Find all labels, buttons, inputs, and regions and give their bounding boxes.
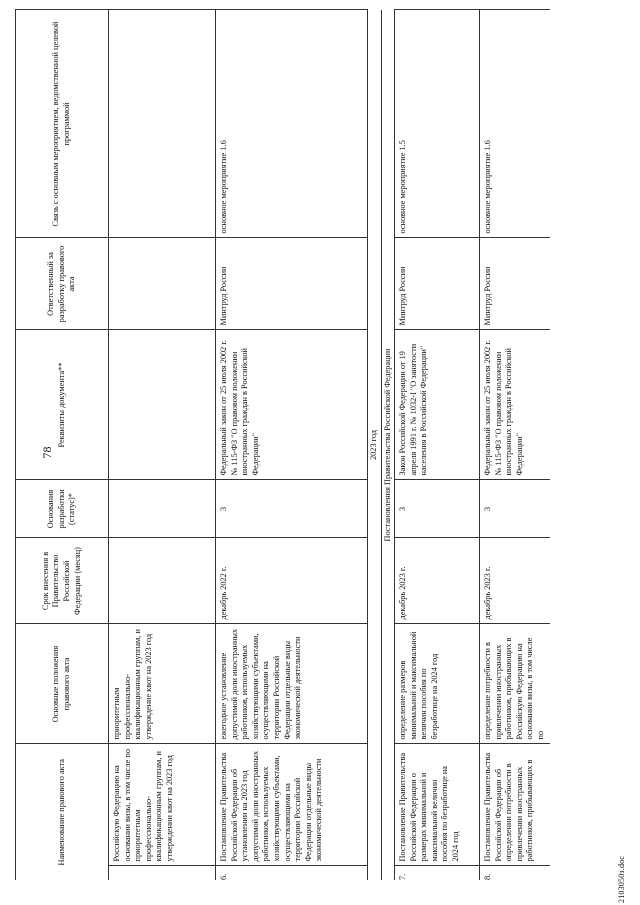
- link-cell: основное мероприятие 1.5: [395, 10, 480, 238]
- basis-cell: 3: [395, 480, 480, 538]
- legal-acts-table: [15, 10, 550, 881]
- section-subtitle: Постановления Правительства Российской Федерации: [381, 10, 395, 880]
- header-link: Связь с основным мероприятием, ведомственной целевой программой: [16, 10, 109, 238]
- deadline-cell: декабрь 2022 г.: [216, 538, 368, 624]
- link-cell: основное мероприятие 1.6: [216, 10, 368, 238]
- section-band-year: [368, 10, 382, 880]
- table-row: [109, 10, 216, 880]
- act-name-cell: Постановление Правительства Российской Федерации о размерах минимальной и максимальной величин пособия по безработице на 2024 год: [395, 744, 480, 866]
- row-number: [109, 866, 216, 880]
- link-cell: основное мероприятие 1.6: [480, 10, 550, 238]
- deadline-cell: [109, 538, 216, 624]
- row-number: 7.: [395, 866, 480, 880]
- basis-cell: 3: [480, 480, 550, 538]
- act-name-cell: Российскую Федерацию на основании визы, в том числе по приоритетным профессионально-квалификационным группам, и утверждении квот на 2023 год: [109, 744, 216, 866]
- act-name-cell: Постановление Правительства Российской Федерации об определении потребности в привлечении иностранных работников, прибывающих в: [480, 744, 550, 866]
- table-row: [216, 10, 368, 880]
- table-row: [395, 10, 480, 880]
- provisions-cell: определение размеров минимальной и максимальной величин пособия по безработице на 2024 год: [395, 624, 480, 744]
- basis-cell: [109, 480, 216, 538]
- link-cell: [109, 10, 216, 238]
- section-year: 2023 год: [368, 10, 382, 880]
- header-basis: Основания разработки (статус)*: [16, 480, 109, 538]
- details-cell: Закон Российской Федерации от 19 апреля 1991 г. № 1032-I "О занятости населения в Российской Федерации": [395, 330, 480, 480]
- details-cell: Федеральный закон от 25 июля 2002 г. № 115-ФЗ "О правовом положении иностранных граждан в Российской Федерации": [216, 330, 368, 480]
- header-act-name: Наименование правового акта: [16, 744, 109, 880]
- deadline-cell: декабрь 2023 г.: [395, 538, 480, 624]
- page-number: 78: [40, 446, 54, 459]
- provisions-cell: приоритетным профессионально-квалификационным группам, и утверждение квот на 2023 год: [109, 624, 216, 744]
- details-cell: [109, 330, 216, 480]
- header-deadline: Срок внесения в Правительство Российской Федерации (месяц): [16, 538, 109, 624]
- responsible-cell: Минтруд России: [216, 238, 368, 330]
- header-responsible: Ответственный за разработку правового акта: [16, 238, 109, 330]
- responsible-cell: Минтруд России: [395, 238, 480, 330]
- table-header-row: [16, 10, 109, 880]
- document-code: 2103050з.doc: [617, 855, 626, 903]
- header-provisions: Основные положения правового акта: [16, 624, 109, 744]
- section-band-subtitle: [381, 10, 395, 880]
- row-number: 6.: [216, 866, 368, 880]
- provisions-cell: ежегодное установление допустимой доли иностранных работников, используемых хозяйствующими субъектами, осуществляющими на территории Российской Федерации отдельные виды экономической деятельности: [216, 624, 368, 744]
- responsible-cell: [109, 238, 216, 330]
- responsible-cell: Минтруд России: [480, 238, 550, 330]
- details-cell: Федеральный закон от 25 июля 2002 г. № 115-ФЗ "О правовом положении иностранных граждан в Российской Федерации": [480, 330, 550, 480]
- basis-cell: 3: [216, 480, 368, 538]
- table-row: [480, 10, 550, 880]
- act-name-cell: Постановление Правительства Российской Федерации об установлении на 2023 год допустимой доли иностранных работников, используемых хозяйствующими субъектами, осуществляющими на территории Российской Федерации отдельные виды экономической деятельности: [216, 744, 368, 866]
- provisions-cell: определение потребности в привлечении иностранных работников, прибывающих в Российскую Федерацию на основании визы, в том числе по: [480, 624, 550, 744]
- deadline-cell: декабрь 2023 г.: [480, 538, 550, 624]
- row-number: 8.: [480, 866, 550, 880]
- header-details: Реквизиты документа**: [16, 330, 109, 480]
